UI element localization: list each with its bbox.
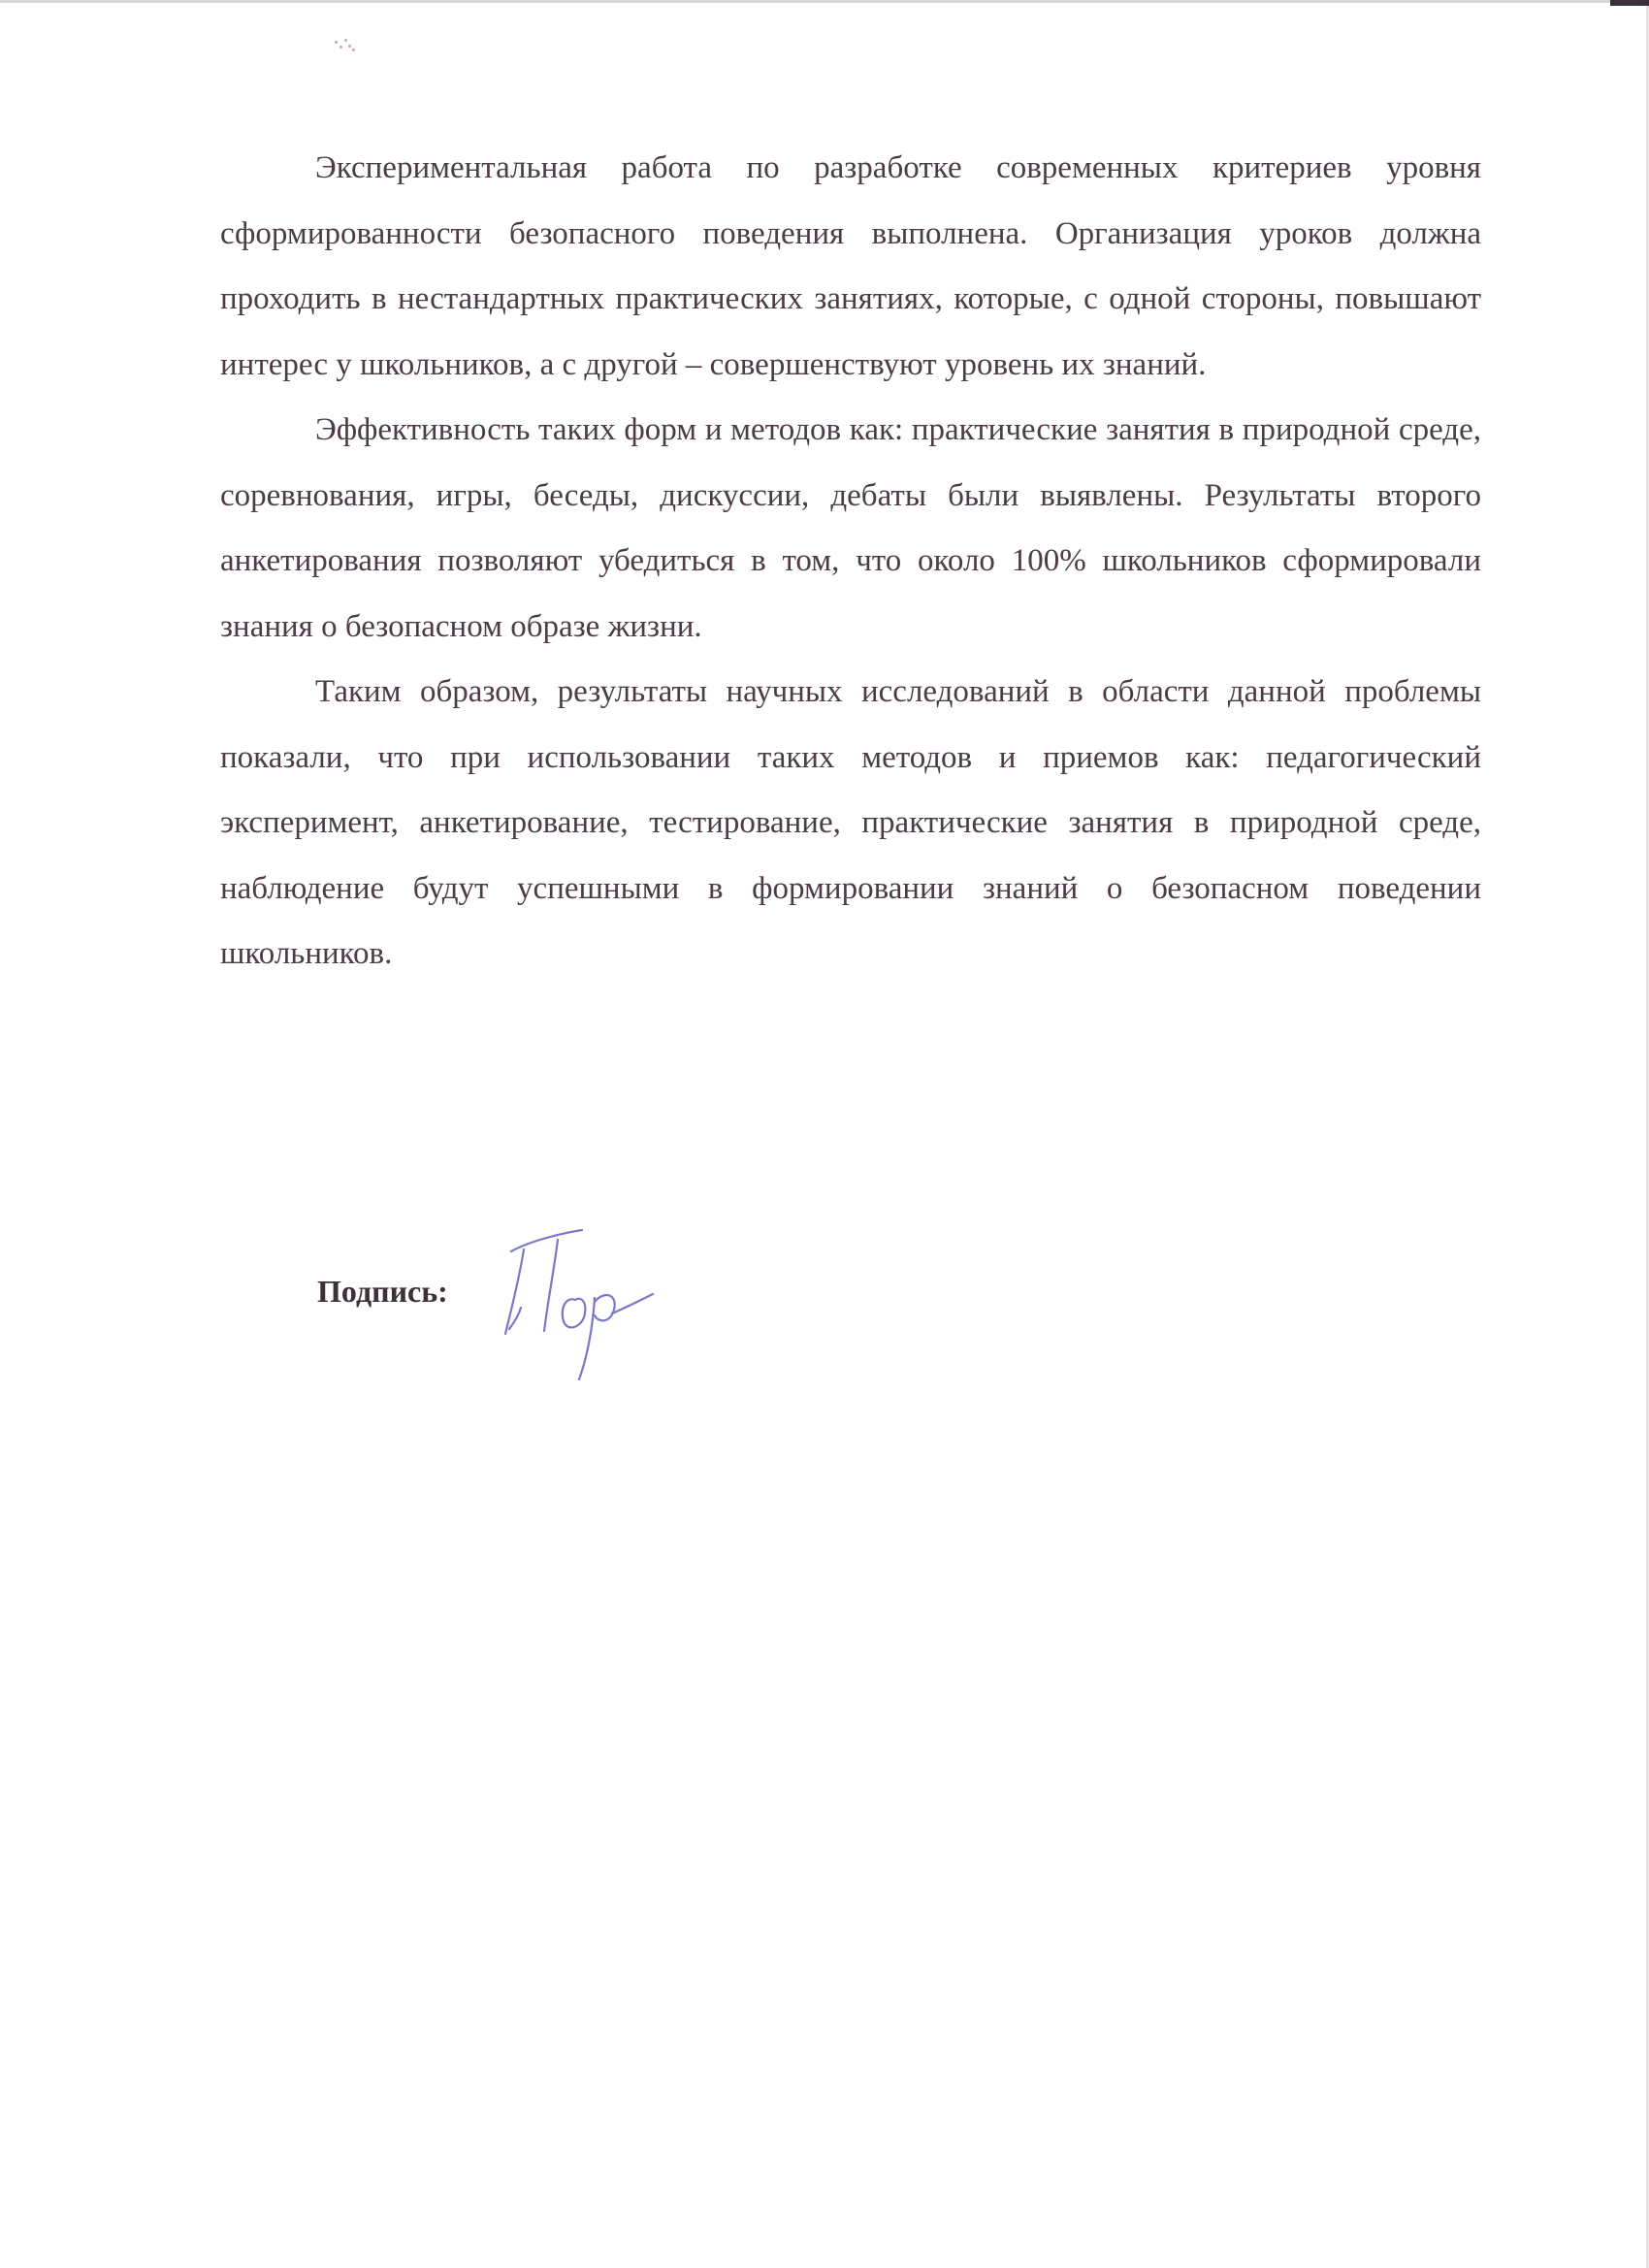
scan-edge-top — [0, 0, 1649, 3]
signature-block — [317, 1213, 899, 1387]
document-body — [220, 136, 1481, 988]
handwritten-signature — [490, 1213, 684, 1387]
scan-speck — [335, 37, 356, 52]
paragraph-2: Эффективность таких форм и методов как: практические занятия в природной среде, соревнования, игры, беседы, дискуссии, дебаты были выявлены. Результаты второго анкетирования позволяют убедиться в том, что около 100% школьников сформировали знания о безопасном образе жизни. — [220, 412, 1481, 644]
paragraph-1: Экспериментальная работа по разработке современных критериев уровня сформированности безопасного поведения выполнена. Организация уроков должна проходить в нестандартных практических занятиях, которые, с одной стороны, повышают интерес у школьников, а с другой – совершенствуют уровень их знаний. — [220, 150, 1481, 382]
scan-corner-mark — [1610, 0, 1649, 6]
signature-label: Подпись: — [317, 1274, 448, 1309]
paragraph-3: Таким образом, результаты научных исследований в области данной проблемы показали, что при использовании таких методов и приемов как: педагогический эксперимент, анкетирование, тестирование, практические занятия в природной среде, наблюдение будут успешными в формировании знаний о безопасном поведении школьников. — [220, 674, 1481, 971]
